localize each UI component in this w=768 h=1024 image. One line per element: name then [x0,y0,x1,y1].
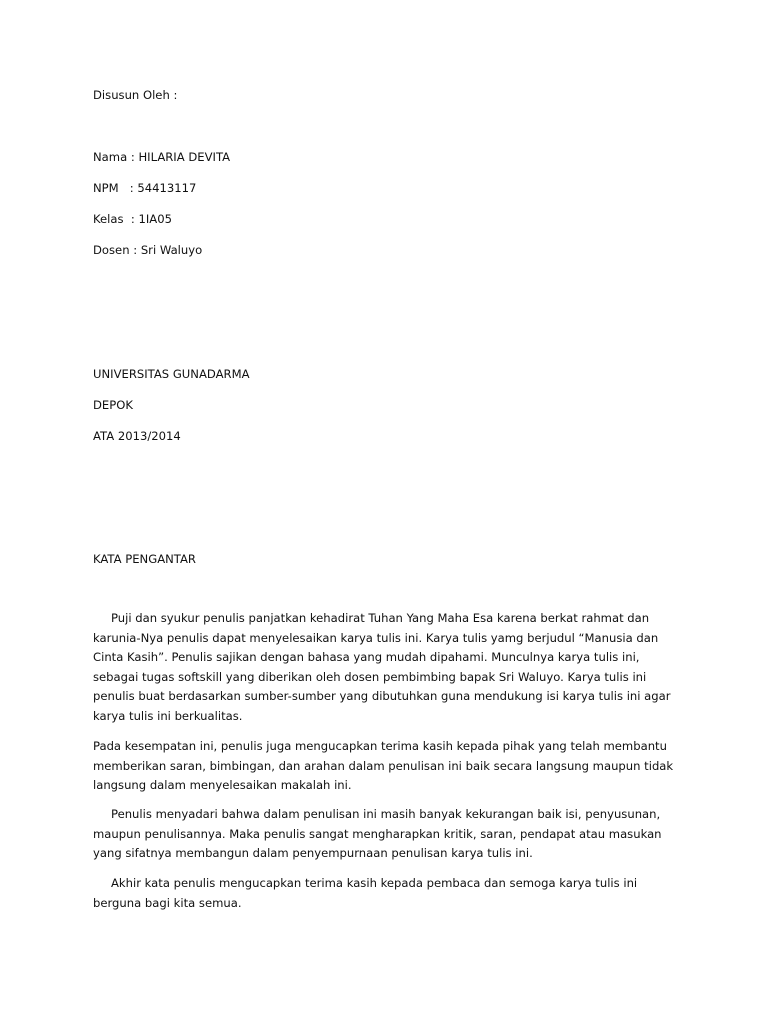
author-name: Nama : HILARIA DEVITA [93,150,231,164]
academic-year: ATA 2013/2014 [93,429,181,443]
paragraph-1 [93,609,683,726]
class-info: Kelas : 1IA05 [93,212,172,226]
prepared-by-label: Disusun Oleh : [93,88,178,102]
city-name: DEPOK [93,398,133,412]
university-name: UNIVERSITAS GUNADARMA [93,367,250,381]
paragraph-4 [93,874,683,913]
paragraph-text: Akhir kata penulis mengucapkan terima kasih kepada pembaca dan semoga karya tulis ini berguna bagi kita semua. [93,876,638,910]
paragraph-text: Penulis menyadari bahwa dalam penulisan ini masih banyak kekurangan baik isi, penyusunan, maupun penulisannya. Maka penulis sangat mengharapkan kritik, saran, pendapat atau masukan yang sifatnya membangun dalam penyempurnaan penulisan karya tulis ini. [93,807,662,860]
paragraph-3 [93,805,683,864]
paragraph-2 [93,737,683,796]
lecturer-info: Dosen : Sri Waluyo [93,243,203,257]
student-number: NPM : 54413117 [93,181,197,195]
paragraph-text: Pada kesempatan ini, penulis juga mengucapkan terima kasih kepada pihak yang telah membantu memberikan saran, bimbingan, dan arahan dalam penulisan ini baik secara langsung maupun tidak langsung dalam menyelesaikan makalah ini. [93,739,674,792]
paragraph-text: Puji dan syukur penulis panjatkan kehadirat Tuhan Yang Maha Esa karena berkat rahmat dan karunia-Nya penulis dapat menyelesaikan karya tulis ini. Karya tulis yamg berjudul “Manusia dan Cinta Kasih”. Penulis sajikan dengan bahasa yang mudah dipahami. Munculnya karya tulis ini, sebagai tugas softskill yang diberikan oleh dosen pembimbing bapak Sri Waluyo. Karya tulis ini penulis buat berdasarkan sumber-sumber yang dibutuhkan guna mendukung isi karya tulis ini agar karya tulis ini berkualitas. [93,611,671,723]
section-title: KATA PENGANTAR [93,552,196,566]
